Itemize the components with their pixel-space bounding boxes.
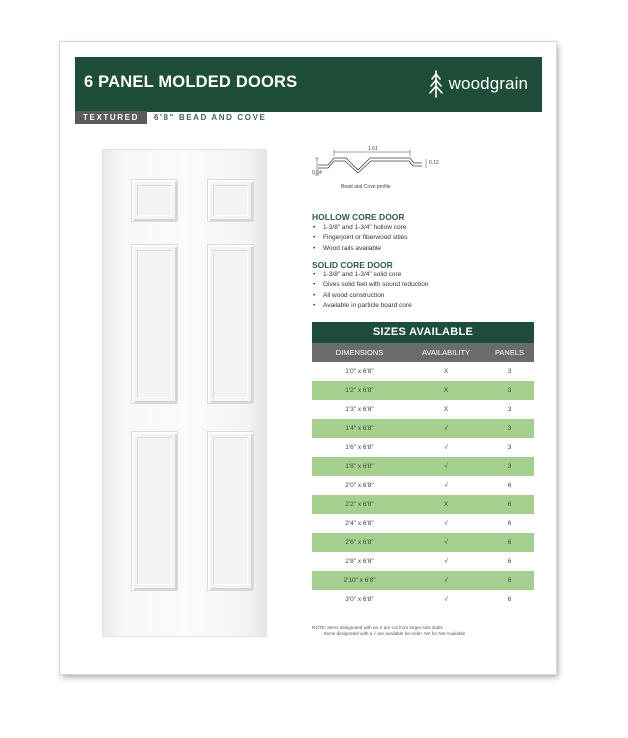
table-row (312, 400, 534, 419)
panels-cell: 6 (507, 596, 512, 603)
availability-cell: √ (444, 444, 448, 451)
sizes-table-body (312, 362, 534, 609)
door-panel (132, 245, 177, 403)
profile-caption: Bead and Cove profile (341, 184, 391, 190)
availability-cell: X (443, 406, 449, 413)
panels-cell: 3 (507, 463, 512, 470)
door-image (103, 150, 266, 636)
table-row (312, 533, 534, 552)
door-panel (132, 432, 177, 590)
dimension-cell: 1'4" x 6'8" (345, 425, 374, 432)
solid-core-heading: SOLID CORE DOOR (312, 260, 393, 270)
spec-sheet (60, 42, 556, 674)
table-row (312, 381, 534, 400)
list-item: • All wood construction (312, 291, 429, 301)
brand-name: woodgrain (448, 74, 528, 93)
panels-cell: 6 (507, 558, 512, 565)
dimension-cell: 1'2" x 6'8" (345, 387, 374, 394)
availability-cell: √ (444, 520, 448, 527)
solid-core-list (312, 270, 429, 311)
table-row (312, 552, 534, 571)
list-item: • Gives solid feel with sound reduction (312, 280, 429, 290)
hollow-core-heading: HOLLOW CORE DOOR (312, 212, 405, 222)
dimension-cell: 1'8" x 6'8" (345, 463, 374, 470)
dimension-cell: 2'0" x 6'8" (345, 482, 374, 489)
sizes-table (312, 322, 534, 609)
panels-cell: 6 (507, 577, 512, 584)
availability-cell: √ (444, 425, 448, 432)
table-note (312, 625, 465, 637)
column-header-panels: PANELS (494, 348, 525, 357)
dimension-cell: 1'6" x 6'8" (345, 444, 374, 451)
list-item: • Available in particle board core (312, 301, 429, 311)
availability-cell: X (443, 368, 449, 375)
dimension-cell: 2'2" x 6'8" (345, 501, 374, 508)
finish-tag: TEXTURED (75, 111, 147, 124)
subheader (75, 111, 542, 124)
dimension-cell: 3'0" x 6'8" (345, 596, 374, 603)
dimension-cell: 1'3" x 6'8" (345, 406, 374, 413)
profile-edge-label: 0.12 (429, 160, 439, 166)
table-row (312, 362, 534, 381)
list-item: • 1-3/8" and 1-3/4" solid core (312, 270, 429, 280)
tree-icon (429, 69, 443, 99)
panels-cell: 6 (507, 501, 512, 508)
list-item: • 1-3/8" and 1-3/4" hollow core (312, 223, 408, 233)
availability-cell: √ (444, 596, 448, 603)
availability-cell: √ (444, 577, 448, 584)
door-panel (208, 180, 253, 221)
table-row (312, 590, 534, 609)
profile-width-label: 1.61 (368, 146, 378, 152)
dimension-cell: 2'8" x 6'8" (345, 558, 374, 565)
availability-cell: √ (444, 463, 448, 470)
panels-cell: 3 (507, 406, 512, 413)
availability-cell: √ (444, 482, 448, 489)
page-title: 6 PANEL MOLDED DOORS (84, 73, 298, 91)
door-panel (132, 180, 177, 221)
table-row (312, 419, 534, 438)
bead-cove-profile-diagram (312, 144, 452, 196)
panels-cell: 3 (507, 368, 512, 375)
table-row (312, 476, 534, 495)
panels-cell: 6 (507, 482, 512, 489)
panels-cell: 3 (507, 387, 512, 394)
panels-cell: 6 (507, 520, 512, 527)
table-row (312, 514, 534, 533)
list-item: • Fingerjoint or fiberwood stiles (312, 233, 408, 243)
sizes-table-header (312, 343, 534, 362)
column-header-dimensions: DIMENSIONS (335, 348, 384, 357)
availability-cell: X (443, 501, 449, 508)
dimension-cell: 1'0" x 6'8" (345, 368, 374, 375)
availability-cell: √ (444, 558, 448, 565)
hollow-core-list (312, 223, 408, 254)
column-header-availability: AVAILABILITY (421, 348, 471, 357)
list-item: • Wood rails available (312, 244, 408, 254)
availability-cell: √ (444, 539, 448, 546)
door-panel (208, 432, 253, 590)
profile-depth-label: 0.54 (312, 170, 322, 176)
style-detail: 6'8" BEAD AND COVE (154, 113, 267, 122)
table-row (312, 438, 534, 457)
brand-logo (429, 68, 528, 100)
dimension-cell: 2'6" x 6'8" (345, 539, 374, 546)
table-row (312, 571, 534, 590)
header-banner (75, 57, 542, 112)
table-row (312, 457, 534, 476)
table-row (312, 495, 534, 514)
panels-cell: 3 (507, 444, 512, 451)
panels-cell: 6 (507, 539, 512, 546)
availability-cell: X (443, 387, 449, 394)
note-line-1: NOTE: Items designated with an X are cut from larger size slabs (312, 625, 443, 630)
sizes-table-title: SIZES AVAILABLE (312, 322, 534, 343)
dimension-cell: 2'10" x 6'8" (343, 577, 376, 584)
door-panel (208, 245, 253, 403)
note-line-2: Items designated with a √ are available for order. NA for Not Available (324, 631, 466, 636)
panels-cell: 3 (507, 425, 512, 432)
dimension-cell: 2'4" x 6'8" (345, 520, 374, 527)
